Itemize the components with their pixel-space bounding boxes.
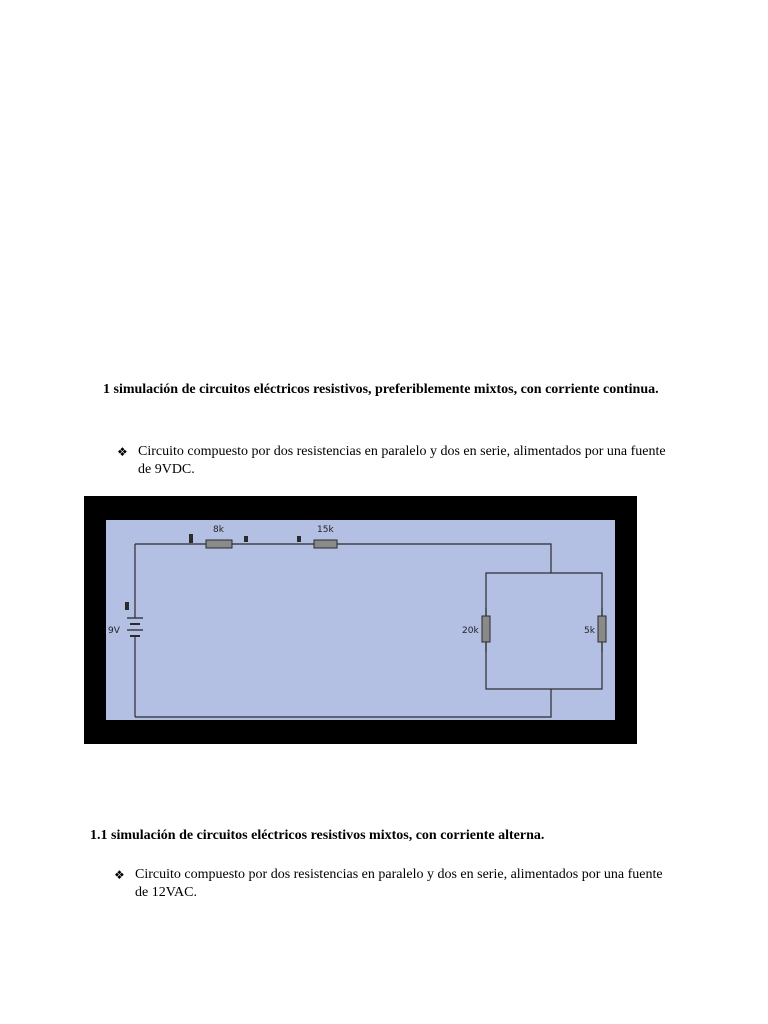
- probe-marker: [297, 536, 301, 542]
- diamond-bullet-icon: ❖: [114, 868, 125, 882]
- resistor-20k: [482, 616, 490, 642]
- resistor-15k: [314, 540, 337, 548]
- section-1-heading: 1 simulación de circuitos eléctricos resistivos, preferiblemente mixtos, con corriente continua.: [103, 382, 659, 397]
- resistor-8k: [206, 540, 232, 548]
- label-8k: 8k: [213, 525, 224, 535]
- circuit-diagram: [84, 496, 637, 744]
- label-15k: 15k: [317, 525, 334, 535]
- section-1-bullet: [117, 443, 687, 483]
- section-2-bullet: [114, 866, 684, 906]
- section-2-heading: 1.1 simulación de circuitos eléctricos resistivos mixtos, con corriente alterna.: [90, 828, 545, 843]
- probe-marker: [189, 534, 193, 543]
- circuit-board: [106, 520, 615, 720]
- label-20k: 20k: [462, 626, 479, 636]
- section-2-bullet-text: Circuito compuesto por dos resistencias en paralelo y dos en serie, alimentados por una fuente de 12VAC.: [135, 867, 663, 900]
- label-5k: 5k: [584, 626, 595, 636]
- section-1-bullet-text: Circuito compuesto por dos resistencias en paralelo y dos en serie, alimentados por una fuente de 9VDC.: [138, 444, 666, 477]
- label-9v: 9V: [108, 626, 120, 636]
- probe-marker: [125, 602, 129, 610]
- diamond-bullet-icon: ❖: [117, 445, 128, 459]
- resistor-5k: [598, 616, 606, 642]
- circuit-figure: [84, 496, 637, 744]
- probe-marker: [244, 536, 248, 542]
